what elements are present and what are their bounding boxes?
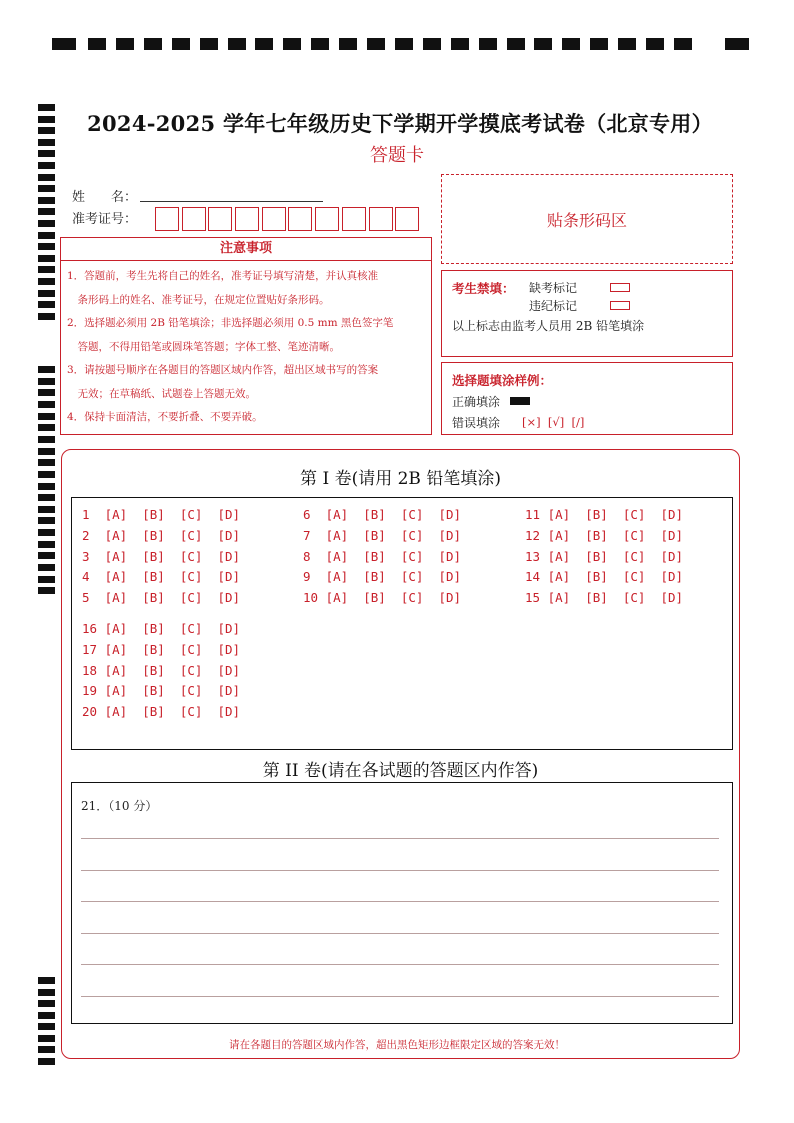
timing-mark [38,529,55,536]
id-digit-box[interactable] [262,207,286,231]
notice-title: 注意事项 [61,238,431,261]
timing-mark [38,366,55,373]
id-digit-box[interactable] [315,207,339,231]
answer-options[interactable]: [A] [B] [C] [D] [104,569,241,585]
examiner-note: 以上标志由监考人员用 2B 铅笔填涂 [452,319,645,333]
answer-options[interactable]: [A] [B] [C] [D] [547,527,684,543]
timing-mark [38,197,55,204]
question-number: 18 [82,662,105,678]
notice-line: 1．答题前，考生先将自己的姓名，准考证号填写清楚，并认真核准 [67,270,379,282]
timing-mark [38,378,55,385]
footer-note: 请在各题目的答题区域内作答，超出黑色矩形边框限定区域的答案无效！ [229,1039,565,1051]
timing-mark [38,290,55,297]
question-21-label: 21．（10 分） [81,799,158,813]
id-digit-box[interactable] [369,207,393,231]
absent-mark-box[interactable] [610,283,630,292]
timing-mark [339,38,357,50]
answer-line [81,901,719,902]
wrong-fill-label: 错误填涂 [452,416,501,430]
notice-line: 无效；在草稿纸、试题卷上答题无效。 [67,387,256,400]
timing-mark [38,436,55,443]
answer-options[interactable]: [A] [B] [C] [D] [325,569,462,585]
timing-mark [451,38,469,50]
timing-mark [255,38,273,50]
fill-sample-title: 选择题填涂样例： [452,373,553,388]
timing-mark [38,564,55,571]
exam-title: 2024-2025 学年七年级历史下学期开学摸底考试卷（北京专用） [87,111,713,136]
answer-options[interactable]: [A] [B] [C] [D] [104,704,241,720]
timing-mark [38,389,55,396]
timing-mark [144,38,162,50]
mc-question[interactable] [525,507,683,522]
timing-mark [395,38,413,50]
timing-mark [283,38,301,50]
mc-question[interactable] [525,549,683,564]
timing-mark [38,541,55,548]
mc-question[interactable] [303,549,461,564]
timing-mark [52,38,76,50]
timing-mark [38,552,55,559]
question-number: 6 [303,507,326,522]
timing-mark [172,38,190,50]
notice-list [67,265,429,430]
timing-mark [38,266,55,273]
timing-mark [38,448,55,455]
section-1-title: 第 I 卷(请用 2B 铅笔填涂) [300,469,501,489]
answer-options[interactable]: [A] [B] [C] [D] [104,683,241,699]
name-field[interactable] [140,200,323,202]
timing-mark [38,977,55,984]
question-number: 3 [82,548,105,564]
correct-fill-label: 正确填涂 [452,395,501,409]
mc-question[interactable] [525,569,683,584]
timing-mark [618,38,636,50]
fill-sample-box [441,362,733,435]
timing-mark [228,38,246,50]
mc-question[interactable] [303,507,461,522]
section-2-title: 第 II 卷(请在各试题的答题区内作答) [262,761,539,781]
top-timing-marks [52,38,749,52]
timing-mark [367,38,385,50]
answer-line [81,933,719,934]
question-number: 15 [525,590,548,606]
violation-mark-box[interactable] [610,301,630,310]
mc-question[interactable] [82,663,240,678]
mc-question[interactable] [82,569,240,584]
notice-line: 2．选择题必须用 2B 铅笔填涂；非选择题必须用 0.5 mm 黑色签字笔 [67,317,394,329]
timing-mark [38,174,55,181]
answer-line [81,870,719,871]
id-digit-box[interactable] [208,207,232,231]
timing-mark [423,38,441,50]
timing-mark [507,38,525,50]
timing-mark [38,127,55,134]
question-number: 5 [82,590,105,606]
timing-mark [674,38,692,50]
answer-options[interactable]: [A] [B] [C] [D] [104,641,241,657]
timing-mark [38,243,55,250]
answer-line [81,996,719,997]
id-label: 准考证号： [72,212,138,227]
notice-box [60,237,432,435]
timing-mark [38,413,55,420]
correct-fill-sample [510,397,530,405]
question-number: 4 [82,569,105,585]
question-number: 13 [525,548,548,564]
id-digit-box[interactable] [182,207,206,231]
answer-options[interactable]: [A] [B] [C] [D] [104,507,241,522]
question-number: 9 [303,569,326,585]
barcode-area [441,174,733,264]
mc-question[interactable] [82,590,240,605]
notice-line: 条形码上的姓名、准考证号，在规定位置贴好条形码。 [67,293,330,306]
answer-options[interactable]: [A] [B] [C] [D] [325,507,462,522]
mc-question[interactable] [82,621,240,636]
timing-mark [38,506,55,513]
wrong-fill-samples: [×] [√] [/] [522,415,585,429]
timing-mark [38,104,55,111]
question-number: 7 [303,527,326,543]
mc-question[interactable] [82,507,240,522]
timing-mark [38,1023,55,1030]
notice-line: 4．保持卡面清洁，不要折叠、不要弄破。 [67,411,263,423]
answer-options[interactable]: [A] [B] [C] [D] [104,590,241,606]
answer-options[interactable]: [A] [B] [C] [D] [325,527,462,543]
mc-question[interactable] [303,528,461,543]
question-number: 14 [525,569,548,585]
answer-line [81,964,719,965]
timing-mark [38,424,55,431]
free-response-box[interactable] [71,782,733,1024]
mc-question[interactable] [303,590,461,605]
answer-options[interactable]: [A] [B] [C] [D] [547,548,684,564]
timing-mark [38,459,55,466]
timing-mark [38,587,55,594]
answer-options[interactable]: [A] [B] [C] [D] [547,590,684,606]
question-number: 10 [303,590,326,606]
timing-mark [38,1000,55,1007]
answer-options[interactable]: [A] [B] [C] [D] [104,621,241,636]
answer-sheet-subtitle: 答题卡 [370,145,424,166]
timing-mark [590,38,608,50]
timing-mark [38,116,55,123]
question-number: 2 [82,527,105,543]
name-label: 姓 名： [72,190,138,205]
timing-mark [38,576,55,583]
notice-line: 3．请按题号顺序在各题目的答题区域内作答，超出区域书写的答案 [67,364,379,376]
question-number: 17 [82,641,105,657]
barcode-label: 贴条形码区 [546,210,627,230]
timing-mark [479,38,497,50]
exam-id-boxes[interactable] [155,207,422,231]
timing-mark [38,255,55,262]
timing-mark [38,208,55,215]
timing-mark [38,483,55,490]
id-digit-box[interactable] [155,207,179,231]
mc-question[interactable] [525,528,683,543]
mc-question[interactable] [82,704,240,719]
question-number: 8 [303,548,326,564]
id-digit-box[interactable] [342,207,366,231]
timing-mark [534,38,552,50]
answer-options[interactable]: [A] [B] [C] [D] [325,548,462,564]
timing-mark [200,38,218,50]
timing-mark [38,517,55,524]
timing-mark [311,38,329,50]
question-number: 19 [82,683,105,699]
timing-mark [38,989,55,996]
timing-mark [38,301,55,308]
answer-options[interactable]: [A] [B] [C] [D] [325,590,462,606]
timing-mark [116,38,134,50]
mc-question[interactable] [82,683,240,698]
timing-mark [38,278,55,285]
answer-line [81,838,719,839]
timing-mark [38,1012,55,1019]
mc-question[interactable] [303,569,461,584]
id-digit-box[interactable] [235,207,259,231]
question-number: 16 [82,621,105,636]
answer-options[interactable]: [A] [B] [C] [D] [547,507,684,522]
timing-mark [38,401,55,408]
timing-mark [38,232,55,239]
timing-mark [38,220,55,227]
timing-mark [38,185,55,192]
answer-options[interactable]: [A] [B] [C] [D] [104,548,241,564]
mc-question[interactable] [82,528,240,543]
violation-mark-label: 违纪标记 [529,299,578,313]
question-number: 1 [82,507,105,522]
examiner-only-box [441,270,733,357]
mc-question[interactable] [525,590,683,605]
timing-mark [562,38,580,50]
timing-mark [38,471,55,478]
mc-question[interactable] [82,549,240,564]
answer-options[interactable]: [A] [B] [C] [D] [104,662,241,678]
id-digit-box[interactable] [395,207,419,231]
timing-mark [38,494,55,501]
answer-options[interactable]: [A] [B] [C] [D] [547,569,684,585]
answer-options[interactable]: [A] [B] [C] [D] [104,527,241,543]
question-number: 11 [525,507,548,522]
timing-mark [38,1058,55,1065]
examiner-only-title: 考生禁填： [452,281,515,296]
timing-mark [646,38,664,50]
absent-mark-label: 缺考标记 [529,281,578,295]
timing-mark [725,38,749,50]
mc-question[interactable] [82,642,240,657]
id-digit-box[interactable] [288,207,312,231]
question-number: 12 [525,527,548,543]
timing-mark [88,38,106,50]
notice-line: 答题，不得用铅笔或圆珠笔答题；字体工整、笔迹清晰。 [67,340,340,353]
question-number: 20 [82,704,105,720]
timing-mark [38,313,55,320]
